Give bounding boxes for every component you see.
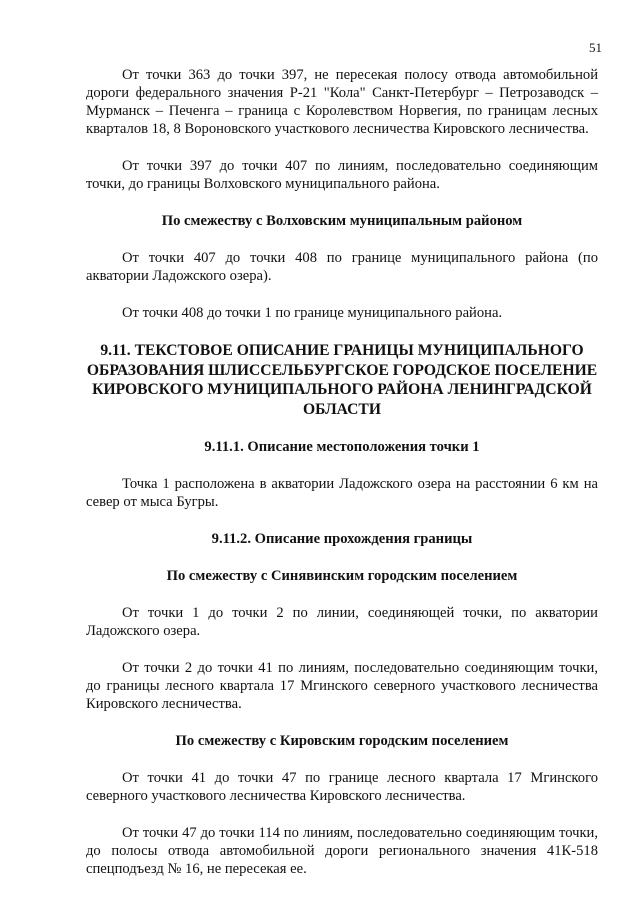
paragraph-363-397: От точки 363 до точки 397, не пересекая полосу отвода автомобильной дороги федерального значения Р-21 "Кола" Санкт-Петербург – Петрозаводск – Мурманск – Печенга – граница с Королевством Норвегия, по границам лесных кварталов 18, 8 Вороновского участкового лесничества Кировского лесничества.: [86, 67, 598, 137]
heading-volkhov-adjacency: По смежеству с Волховским муниципальным районом: [161, 213, 523, 229]
paragraph-2-41: От точки 2 до точки 41 по линиям, последовательно соединяющим точки, до границы лесного квартала 17 Мгинского северного участкового лесничества Кировского лесничества.: [86, 660, 598, 712]
paragraph-397-407: От точки 397 до точки 407 по линиям, последовательно соединяющим точки, до границы Волховского муниципального района.: [86, 158, 598, 192]
page-number: 51: [589, 40, 602, 55]
paragraph-point-1: Точка 1 расположена в акватории Ладожского озера на расстоянии 6 км на север от мыса Бугры.: [86, 476, 598, 510]
subsection-9-11-1: 9.11.1. Описание местоположения точки 1: [204, 439, 480, 455]
paragraph-47-114: От точки 47 до точки 114 по линиям, последовательно соединяющим точки, до полосы отвода автомобильной дороги регионального значения 41К-518 спецподъезд № 16, не пересекая ее.: [86, 825, 598, 877]
paragraph-407-408: От точки 407 до точки 408 по границе муниципального района (по акватории Ладожского озера).: [86, 250, 598, 284]
section-title-9-11: 9.11. ТЕКСТОВОЕ ОПИСАНИЕ ГРАНИЦЫ МУНИЦИПАЛЬНОГО ОБРАЗОВАНИЯ ШЛИССЕЛЬБУРГСКОЕ ГОРОДСКОЕ ПОСЕЛЕНИЕ КИРОВСКОГО МУНИЦИПАЛЬНОГО РАЙОНА ЛЕНИНГРАДСКОЙ ОБЛАСТИ: [86, 342, 598, 418]
paragraph-408-1: От точки 408 до точки 1 по границе муниципального района.: [122, 305, 503, 321]
subsection-9-11-2: 9.11.2. Описание прохождения границы: [211, 531, 473, 547]
document-body: [86, 66, 598, 878]
paragraph-1-2: От точки 1 до точки 2 по линии, соединяющей точки, по акватории Ладожского озера.: [86, 605, 598, 639]
paragraph-41-47: От точки 41 до точки 47 по границе лесного квартала 17 Мгинского северного участкового лесничества Кировского лесничества.: [86, 770, 598, 804]
heading-sinyavino-adjacency: По смежеству с Синявинским городским поселением: [166, 568, 518, 584]
heading-kirovsk-adjacency: По смежеству с Кировским городским поселением: [175, 733, 509, 749]
